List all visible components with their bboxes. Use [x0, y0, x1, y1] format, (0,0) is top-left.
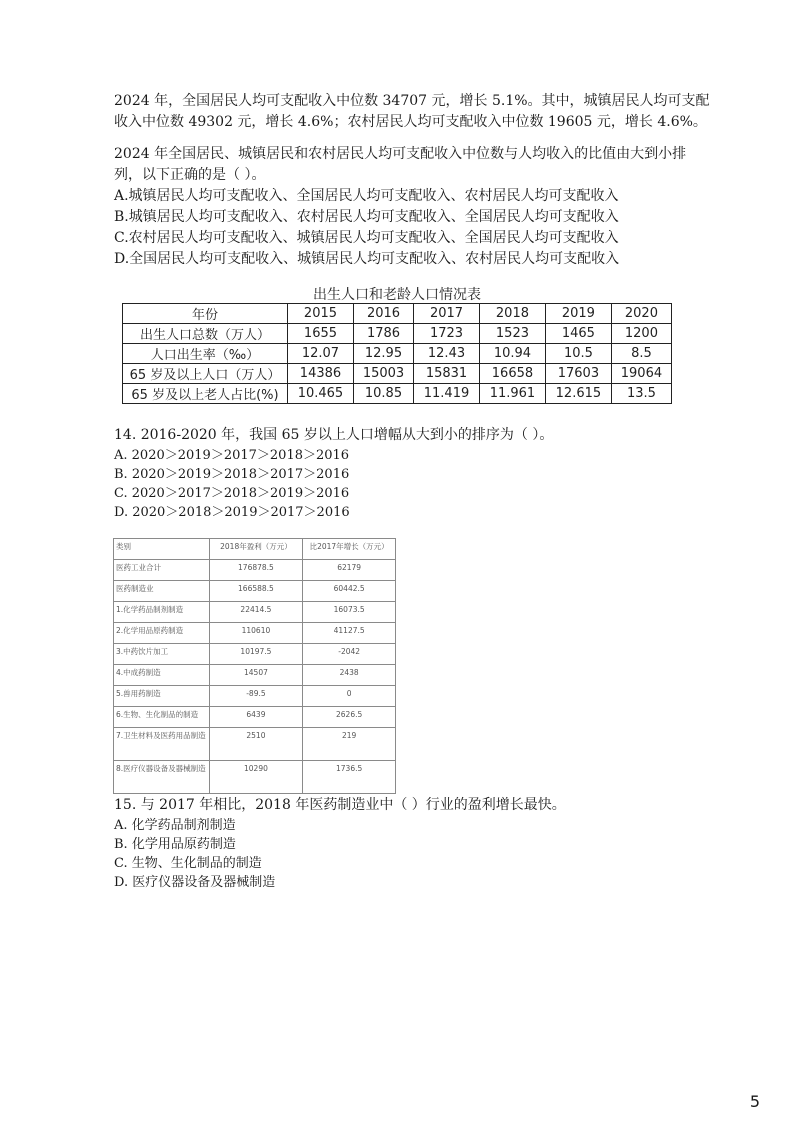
year-cell: 2019: [545, 304, 611, 324]
income-question: [114, 144, 694, 270]
table-cell: -89.5: [209, 686, 303, 707]
table-row: [114, 581, 396, 602]
table-row: [114, 644, 396, 665]
table-cell: 11.961: [479, 384, 545, 404]
option-c: C. 生物、生化制品的制造: [114, 856, 262, 871]
question-stem-line: 列，以下正确的是（ ）。: [114, 167, 266, 183]
table-cell: 16073.5: [303, 602, 396, 623]
table-cell: 1523: [479, 324, 545, 344]
option-c: C.农村居民人均可支配收入、城镇居民人均可支配收入、全国居民人均可支配收入: [114, 230, 619, 246]
table-cell: 8.医疗仪器设备及器械制造: [114, 761, 210, 794]
table-cell: 7.卫生材料及医药用品制造: [114, 728, 210, 761]
option-d: D.全国居民人均可支配收入、城镇居民人均可支配收入、农村居民人均可支配收入: [114, 251, 620, 267]
table-cell: 1655: [288, 324, 354, 344]
question-stem: 15. 与 2017 年相比，2018 年医药制造业中（ ）行业的盈利增长最快。: [114, 797, 566, 813]
table-cell: 1465: [545, 324, 611, 344]
passage-line: 2024 年，全国居民人均可支配收入中位数 34707 元，增长 5.1%。其中，城镇居民人均可支配: [114, 93, 710, 109]
table-cell: 12.95: [353, 344, 413, 364]
page-number: 5: [749, 1092, 760, 1111]
row-label: 出生人口总数（万人）: [123, 324, 288, 344]
table-cell: 176878.5: [209, 560, 303, 581]
question-stem: 14. 2016-2020 年，我国 65 岁以上人口增幅从大到小的排序为（ ）。: [114, 427, 554, 443]
year-cell: 2020: [611, 304, 671, 324]
question-14: [114, 425, 694, 522]
table-cell: 12.615: [545, 384, 611, 404]
table-header-cell: 2018年盈利（万元）: [209, 539, 303, 560]
table-header-cell: 比2017年增长（万元）: [303, 539, 396, 560]
option-d: D. 医疗仪器设备及器械制造: [114, 875, 276, 890]
table-cell: 16658: [479, 364, 545, 384]
row-label: 65 岁及以上人口（万人）: [123, 364, 288, 384]
question-15: [114, 795, 694, 892]
option-a: A. 2020＞2019＞2017＞2018＞2016: [114, 448, 350, 463]
table-row: [114, 728, 396, 761]
table-cell: 1723: [414, 324, 480, 344]
option-a: A. 化学药品制剂制造: [114, 818, 236, 833]
table-cell: 10290: [209, 761, 303, 794]
table-header-cell: 年份: [123, 304, 288, 324]
table-cell: 4.中成药制造: [114, 665, 210, 686]
table-row: [114, 665, 396, 686]
table-cell: 8.5: [611, 344, 671, 364]
table-cell: 6439: [209, 707, 303, 728]
table-cell: 14507: [209, 665, 303, 686]
table-cell: 14386: [288, 364, 354, 384]
table-cell: 62179: [303, 560, 396, 581]
table-cell: 41127.5: [303, 623, 396, 644]
table-cell: 12.43: [414, 344, 480, 364]
option-b: B.城镇居民人均可支配收入、农村居民人均可支配收入、全国居民人均可支配收入: [114, 209, 619, 225]
table-row: [114, 761, 396, 794]
table-cell: 15831: [414, 364, 480, 384]
table-row: [114, 623, 396, 644]
table-cell: 0: [303, 686, 396, 707]
table-cell: 1.化学药品制剂制造: [114, 602, 210, 623]
table-cell: 1200: [611, 324, 671, 344]
table-row: [114, 707, 396, 728]
year-cell: 2015: [288, 304, 354, 324]
option-b: B. 2020＞2019＞2018＞2017＞2016: [114, 467, 350, 482]
table-cell: 219: [303, 728, 396, 761]
option-c: C. 2020＞2017＞2018＞2019＞2016: [114, 486, 350, 501]
table-header-row: [123, 304, 672, 324]
question-stem-line: 2024 年全国居民、城镇居民和农村居民人均可支配收入中位数与人均收入的比值由大到小排: [114, 146, 687, 162]
year-cell: 2016: [353, 304, 413, 324]
option-b: B. 化学用品原药制造: [114, 837, 236, 852]
table-cell: -2042: [303, 644, 396, 665]
table-cell: 2510: [209, 728, 303, 761]
table-cell: 17603: [545, 364, 611, 384]
table-cell: 医药工业合计: [114, 560, 210, 581]
table-row: [123, 324, 672, 344]
table-cell: 10197.5: [209, 644, 303, 665]
table-cell: 6.生物、生化制品的制造: [114, 707, 210, 728]
table-cell: 3.中药饮片加工: [114, 644, 210, 665]
table-row: [114, 602, 396, 623]
table-cell: 19064: [611, 364, 671, 384]
table-cell: 22414.5: [209, 602, 303, 623]
table-cell: 2.化学用品原药制造: [114, 623, 210, 644]
table-row: [123, 364, 672, 384]
table-row: [123, 344, 672, 364]
table-row: [114, 686, 396, 707]
table-header-cell: 类别: [114, 539, 210, 560]
table-cell: 13.5: [611, 384, 671, 404]
table-cell: 15003: [353, 364, 413, 384]
table-cell: 2626.5: [303, 707, 396, 728]
table-cell: 1736.5: [303, 761, 396, 794]
table-header-row: [114, 539, 396, 560]
row-label: 65 岁及以上老人占比(%): [123, 384, 288, 404]
table-cell: 60442.5: [303, 581, 396, 602]
passage-line: 收入中位数 49302 元，增长 4.6%；农村居民人均可支配收入中位数 19605 元，增长 4.6%。: [114, 114, 707, 130]
income-passage: [114, 91, 710, 133]
table-cell: 5.兽用药制造: [114, 686, 210, 707]
year-cell: 2018: [479, 304, 545, 324]
table-row: [114, 560, 396, 581]
row-label: 人口出生率（‰）: [123, 344, 288, 364]
table-cell: 166588.5: [209, 581, 303, 602]
table-row: [123, 384, 672, 404]
table-cell: 2438: [303, 665, 396, 686]
table-cell: 1786: [353, 324, 413, 344]
year-cell: 2017: [414, 304, 480, 324]
pharma-profit-table: [113, 538, 396, 794]
table-cell: 10.85: [353, 384, 413, 404]
table-cell: 110610: [209, 623, 303, 644]
table-cell: 10.465: [288, 384, 354, 404]
table-cell: 医药制造业: [114, 581, 210, 602]
option-a: A.城镇居民人均可支配收入、全国居民人均可支配收入、农村居民人均可支配收入: [114, 188, 619, 204]
table1-title: 出生人口和老龄人口情况表: [313, 287, 481, 303]
option-d: D. 2020＞2018＞2019＞2017＞2016: [114, 505, 350, 520]
table-cell: 10.94: [479, 344, 545, 364]
table-cell: 10.5: [545, 344, 611, 364]
table-cell: 12.07: [288, 344, 354, 364]
table-cell: 11.419: [414, 384, 480, 404]
birth-aging-table: [122, 303, 672, 404]
